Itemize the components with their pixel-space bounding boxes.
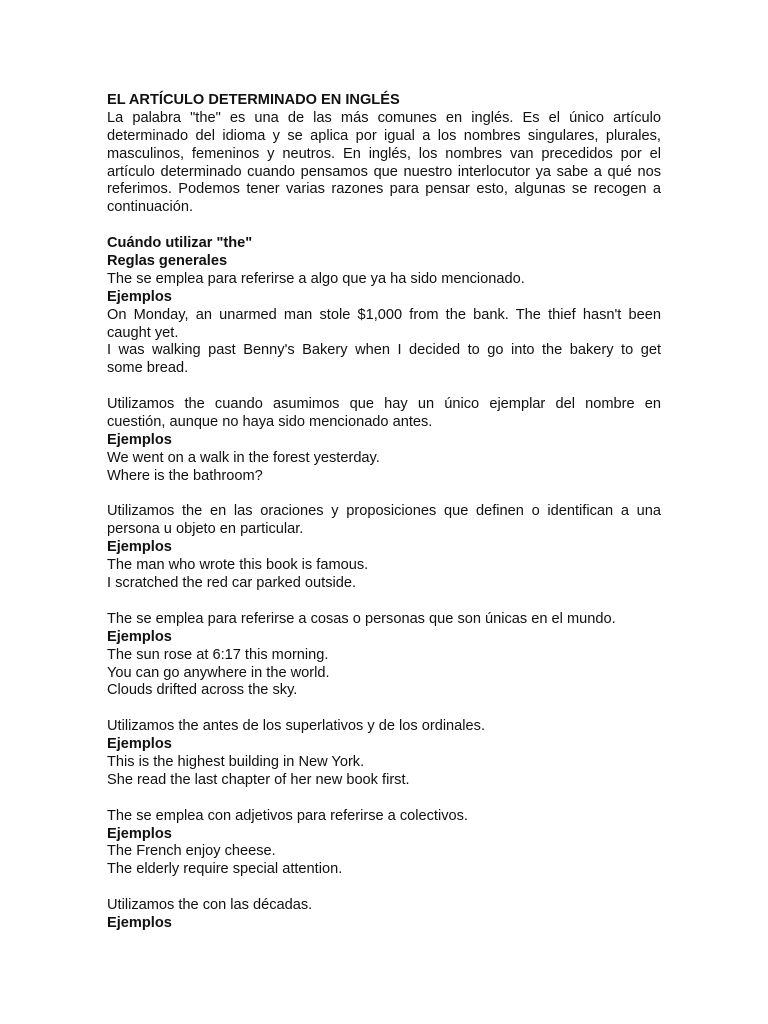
rule-text: Utilizamos the con las décadas.: [107, 897, 313, 914]
example-line: We went on a walk in the forest yesterday.: [107, 449, 380, 466]
rule-block: [107, 396, 661, 485]
rule-block: [107, 897, 661, 933]
paragraph-spacer: [107, 879, 661, 897]
rule-text: cuestión, aunque no haya sido mencionado antes.: [107, 414, 433, 431]
examples-label: Ejemplos: [107, 431, 172, 448]
intro-line: continuación.: [107, 199, 194, 216]
intro-line: La palabra "the" es una de las más comunes en inglés. Es el único artículo: [107, 109, 661, 126]
paragraph-spacer: [107, 378, 661, 396]
example-line: The man who wrote this book is famous.: [107, 557, 369, 574]
examples-label: Ejemplos: [107, 825, 172, 842]
intro-line: masculinos, femeninos y neutros. En inglés, los nombres van precedidos por el: [107, 145, 661, 162]
example-line: She read the last chapter of her new book first.: [107, 771, 410, 788]
example-line: The French enjoy cheese.: [107, 843, 276, 860]
rule-text: Utilizamos the en las oraciones y proposiciones que definen o identifican a una: [107, 503, 661, 520]
rule-text: Utilizamos the cuando asumimos que hay un único ejemplar del nombre en: [107, 396, 661, 413]
rule-block: [107, 503, 661, 592]
example-line: some bread.: [107, 360, 189, 377]
document-page: [107, 92, 661, 933]
paragraph-spacer: [107, 486, 661, 504]
example-line: Where is the bathroom?: [107, 467, 263, 484]
subheading: Reglas generales: [107, 253, 228, 270]
intro-line: determinado del idioma y se aplica por igual a los nombres singulares, plurales,: [107, 127, 661, 144]
rule-text: The se emplea para referirse a algo que ya ha sido mencionado.: [107, 270, 525, 287]
example-line: I was walking past Benny's Bakery when I decided to go into the bakery to get: [107, 342, 661, 359]
section-heading: Cuándo utilizar "the": [107, 235, 253, 252]
rule-text: Utilizamos the antes de los superlativos y de los ordinales.: [107, 718, 486, 735]
rule-block: [107, 611, 661, 700]
rule-text: persona u objeto en particular.: [107, 521, 304, 538]
paragraph-spacer: [107, 217, 661, 235]
example-line: On Monday, an unarmed man stole $1,000 from the bank. The thief hasn't been: [107, 306, 661, 323]
rule-block: [107, 808, 661, 880]
example-line: I scratched the red car parked outside.: [107, 575, 357, 592]
paragraph-spacer: [107, 790, 661, 808]
paragraph-spacer: [107, 593, 661, 611]
example-line: You can go anywhere in the world.: [107, 664, 330, 681]
examples-label: Ejemplos: [107, 736, 172, 753]
document-title: EL ARTÍCULO DETERMINADO EN INGLÉS: [107, 92, 400, 108]
rule-text: The se emplea para referirse a cosas o personas que son únicas en el mundo.: [107, 610, 616, 627]
example-line: The elderly require special attention.: [107, 861, 343, 878]
examples-label: Ejemplos: [107, 914, 172, 931]
paragraph-spacer: [107, 700, 661, 718]
intro-paragraph: [107, 110, 661, 217]
rule-block: [107, 718, 661, 790]
intro-line: referimos. Podemos tener varias razones para pensar esto, algunas se recogen a: [107, 181, 661, 198]
examples-label: Ejemplos: [107, 539, 172, 556]
example-line: This is the highest building in New York.: [107, 753, 365, 770]
examples-label: Ejemplos: [107, 288, 172, 305]
example-line: caught yet.: [107, 324, 179, 341]
examples-label: Ejemplos: [107, 628, 172, 645]
example-line: The sun rose at 6:17 this morning.: [107, 646, 329, 663]
intro-line: artículo determinado cuando pensamos que nuestro interlocutor ya sabe a qué nos: [107, 163, 661, 180]
rule-text: The se emplea con adjetivos para referirse a colectivos.: [107, 807, 468, 824]
rule-block: [107, 271, 661, 378]
example-line: Clouds drifted across the sky.: [107, 682, 298, 699]
